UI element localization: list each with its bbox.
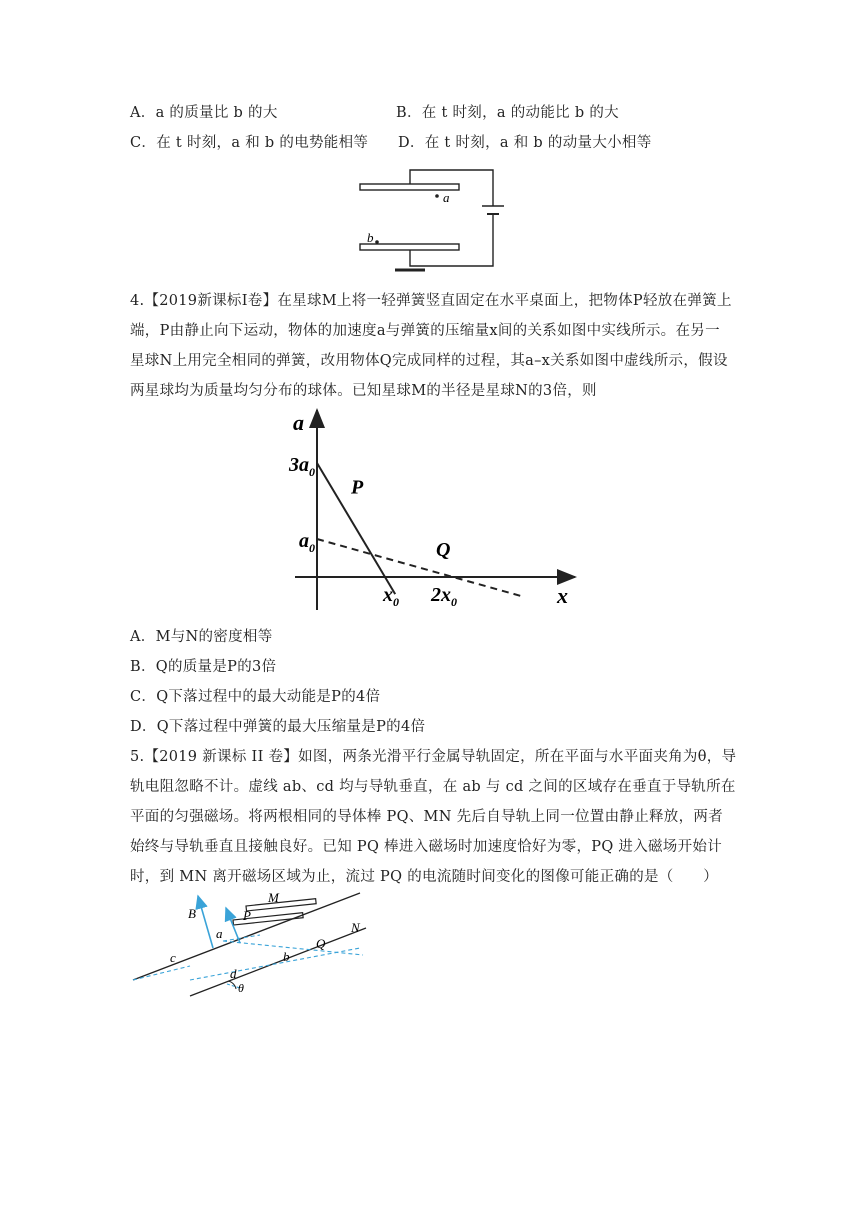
- q5-stem-line-1: 5.【2019 新课标 II 卷】如图，两条光滑平行金属导轨固定，所在平面与水平面夹角为θ，导: [130, 749, 737, 765]
- label-b-line: b: [283, 949, 290, 964]
- q4-option-d: D．Q下落过程中弹簧的最大压缩量是P的4倍: [130, 719, 426, 735]
- q3-option-d: D．在 t 时刻，a 和 b 的动量大小相等: [398, 135, 652, 151]
- label-c: c: [170, 950, 176, 965]
- label-a: a: [443, 190, 450, 205]
- x-tick-x0: $x_0$: [383, 584, 399, 609]
- x-tick-2x0: $2x_0$: [431, 584, 457, 609]
- q4-stem-line-2: 端，P由静止向下运动，物体的加速度a与弹簧的压缩量x间的关系如图中实线所示。在另一: [130, 323, 720, 339]
- lower-plate: [360, 244, 459, 250]
- q4-stem-line-1: 4.【2019新课标I卷】在星球M上将一轻弹簧竖直固定在水平桌面上，把物体P轻放在弹簧上: [130, 293, 732, 309]
- lower-wire: [410, 214, 493, 266]
- q5-stem-line-4: 始终与导轨垂直且接触良好。已知 PQ 棒进入磁场时加速度恰好为零，PQ 进入磁场开始计: [130, 839, 723, 855]
- inclined-rails-figure: [128, 888, 368, 998]
- series-label-q: Q: [436, 539, 451, 562]
- y-axis-label: a: [293, 410, 304, 435]
- acceleration-compression-chart: [270, 405, 590, 620]
- q5-stem-line-3: 平面的匀强磁场。将两根相同的导体棒 PQ、MN 先后自导轨上同一位置由静止释放，两者: [130, 809, 723, 825]
- label-d: d: [230, 966, 237, 981]
- q4-stem-line-3: 星球N上用完全相同的弹簧，改用物体Q完成同样的过程，其a–x关系如图中虚线所示，假设: [130, 353, 728, 369]
- label-b-field: B: [188, 906, 196, 921]
- line-ab-lower: [223, 941, 363, 955]
- q5-stem-line-5: 时，到 MN 离开磁场区域为止，流过 PQ 的电流随时间变化的图像可能正确的是（ ）: [130, 869, 719, 885]
- field-arrow-2: [226, 908, 240, 943]
- x-axis-label: x: [557, 583, 568, 608]
- particle-b: [375, 240, 379, 244]
- series-label-p: P: [351, 476, 364, 499]
- rod-mn: [246, 899, 316, 911]
- field-arrow-1: [198, 896, 213, 948]
- q3-option-b: B．在 t 时刻，a 的动能比 b 的大: [396, 105, 619, 121]
- q5-stem-line-2: 轨电阻忽略不计。虚线 ab、cd 均与导轨垂直，在 ab 与 cd 之间的区域存在垂直于导轨所在: [130, 779, 736, 795]
- q4-stem-line-4: 两星球均为质量均匀分布的球体。已知星球M的半径是星球N的3倍，则: [130, 383, 597, 399]
- q4-option-a: A．M与N的密度相等: [130, 629, 273, 645]
- q4-option-b: B．Q的质量是P的3倍: [130, 659, 277, 675]
- capacitor-circuit-figure: [355, 162, 505, 274]
- label-n: N: [351, 920, 360, 935]
- incline-dashed: [190, 948, 360, 980]
- q3-option-c: C．在 t 时刻，a 和 b 的电势能相等: [130, 135, 369, 151]
- particle-a: [435, 194, 439, 198]
- label-a-line: a: [216, 926, 223, 941]
- series-line-q: [317, 539, 521, 596]
- upper-wire: [410, 170, 493, 206]
- y-tick-3a0: $3a_0$: [289, 454, 315, 479]
- q3-option-a: A．a 的质量比 b 的大: [130, 105, 278, 121]
- y-tick-a0: $a_0$: [299, 530, 315, 555]
- label-p: P: [243, 908, 251, 923]
- label-m: M: [268, 890, 279, 905]
- label-q: Q: [316, 936, 326, 951]
- q4-option-c: C．Q下落过程中的最大动能是P的4倍: [130, 689, 381, 705]
- line-cd: [133, 966, 190, 980]
- label-theta: θ: [238, 981, 244, 995]
- label-b: b: [367, 230, 374, 245]
